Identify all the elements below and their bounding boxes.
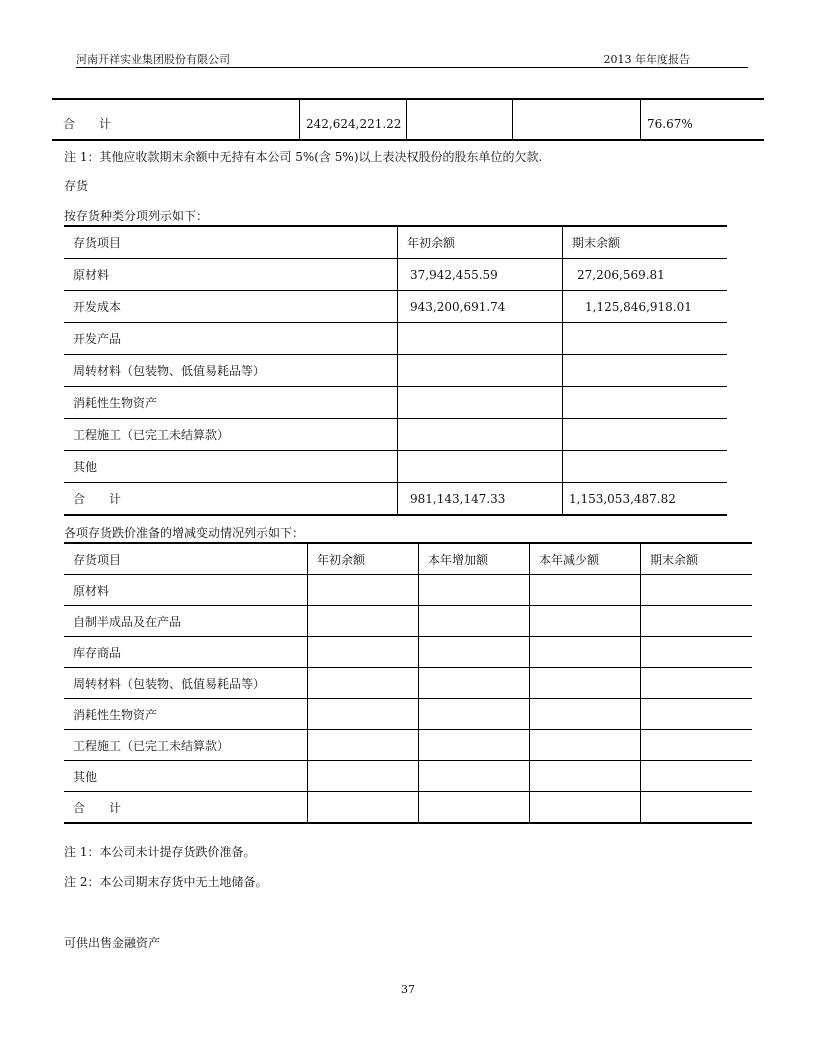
table-cell: 1,153,053,487.82 <box>563 483 728 516</box>
page-number: 37 <box>401 983 415 996</box>
table-header-row <box>64 543 752 575</box>
row-label: 消耗性生物资产 <box>64 699 308 730</box>
note-other-receivables: 注 1：其他应收款期末余额中无持有本公司 5%(含 5%)以上表决权股份的股东单位的欠款. <box>64 150 543 164</box>
table-cell <box>563 419 728 451</box>
table-cell <box>641 730 753 761</box>
column-header: 本年减少额 <box>530 543 641 575</box>
table-cell <box>530 761 641 792</box>
impairment-note-1: 注 1：本公司未计提存货跌价准备。 <box>64 845 256 859</box>
row-label: 原材料 <box>64 259 398 291</box>
table-cell <box>641 637 753 668</box>
column-header: 存货项目 <box>73 236 122 250</box>
table-cell <box>419 606 530 637</box>
table-header-row <box>64 226 727 259</box>
table-cell <box>563 323 728 355</box>
row-label: 合 计 <box>64 792 308 824</box>
table-row <box>64 606 752 637</box>
table-cell <box>530 606 641 637</box>
table-cell <box>641 761 753 792</box>
table-cell <box>530 575 641 606</box>
report-title: 2013 年年度报告 <box>603 53 690 66</box>
row-label: 周转材料（包装物、低值易耗品等） <box>64 355 398 387</box>
table-row <box>64 451 727 483</box>
row-label: 周转材料（包装物、低值易耗品等） <box>64 668 308 699</box>
inventory-table <box>64 225 727 516</box>
table-cell <box>419 699 530 730</box>
table-row <box>64 761 752 792</box>
total-amount: 242,624,221.22 <box>300 99 407 140</box>
table-cell <box>419 575 530 606</box>
table-row <box>64 637 752 668</box>
table-row <box>64 668 752 699</box>
table-cell <box>530 699 641 730</box>
row-label: 库存商品 <box>64 637 308 668</box>
table-row <box>64 355 727 387</box>
table-cell <box>308 606 419 637</box>
table-cell <box>398 355 563 387</box>
total-ratio: 76.67% <box>641 99 765 140</box>
row-label: 其他 <box>64 761 308 792</box>
table-cell <box>641 792 753 824</box>
table-row <box>64 575 752 606</box>
column-header: 年初余额 <box>308 543 419 575</box>
table-cell <box>398 323 563 355</box>
table-cell <box>513 99 641 140</box>
table-row-total <box>64 483 727 516</box>
section-title-afs: 可供出售金融资产 <box>64 936 161 950</box>
table-row <box>64 323 727 355</box>
table-cell <box>419 637 530 668</box>
table-cell <box>419 792 530 824</box>
table-cell <box>641 699 753 730</box>
column-header: 期末余额 <box>641 543 753 575</box>
row-label: 自制半成品及在产品 <box>64 606 308 637</box>
table-cell <box>419 730 530 761</box>
total-label: 合 计 <box>63 117 112 131</box>
table-cell: 27,206,569.81 <box>563 259 728 291</box>
column-header: 本年增加额 <box>419 543 530 575</box>
column-header: 期末余额 <box>563 226 728 259</box>
row-label: 原材料 <box>64 575 308 606</box>
table-row <box>64 291 727 323</box>
table-cell <box>641 606 753 637</box>
section-title-inventory: 存货 <box>64 179 89 193</box>
table-cell <box>398 451 563 483</box>
table-cell: 1,125,846,918.01 <box>563 291 728 323</box>
table-cell <box>641 575 753 606</box>
header-rule <box>76 67 748 68</box>
table-cell <box>308 699 419 730</box>
table-cell <box>308 668 419 699</box>
table-cell <box>308 637 419 668</box>
table-row <box>52 99 764 140</box>
column-header: 存货项目 <box>73 552 122 567</box>
table-row <box>64 259 727 291</box>
table-cell <box>530 637 641 668</box>
table-cell <box>530 730 641 761</box>
page-header <box>76 51 748 67</box>
table-cell <box>308 792 419 824</box>
table-cell: 37,942,455.59 <box>398 259 563 291</box>
company-name: 河南开祥实业集团股份有限公司 <box>76 53 230 66</box>
table-cell <box>563 355 728 387</box>
receivables-total-table <box>52 98 764 141</box>
table-cell <box>308 730 419 761</box>
table-cell <box>308 575 419 606</box>
table-row-total <box>64 792 752 824</box>
table-cell <box>398 387 563 419</box>
row-label: 消耗性生物资产 <box>64 387 398 419</box>
table-cell <box>407 99 513 140</box>
table-row <box>64 387 727 419</box>
row-label: 开发成本 <box>64 291 398 323</box>
row-label: 工程施工（已完工未结算款） <box>64 419 398 451</box>
table-cell <box>419 668 530 699</box>
table-cell: 981,143,147.33 <box>398 483 563 516</box>
table-cell <box>563 451 728 483</box>
table-cell <box>530 668 641 699</box>
table-cell <box>641 668 753 699</box>
table-row <box>64 730 752 761</box>
table-cell <box>530 792 641 824</box>
row-label: 工程施工（已完工未结算款） <box>64 730 308 761</box>
row-label: 开发产品 <box>64 323 398 355</box>
row-label: 其他 <box>64 451 398 483</box>
table-row <box>64 419 727 451</box>
table-cell <box>398 419 563 451</box>
row-label: 合 计 <box>64 483 398 516</box>
impairment-note-2: 注 2：本公司期末存货中无土地储备。 <box>64 875 268 889</box>
inventory-intro: 按存货种类分项列示如下： <box>64 209 209 223</box>
column-header: 年初余额 <box>398 226 563 259</box>
inventory-impairment-table <box>64 542 752 824</box>
table-cell <box>419 761 530 792</box>
table-cell <box>563 387 728 419</box>
impairment-intro: 各项存货跌价准备的增减变动情况列示如下： <box>64 526 305 540</box>
table-cell: 943,200,691.74 <box>398 291 563 323</box>
table-cell <box>308 761 419 792</box>
table-row <box>64 699 752 730</box>
